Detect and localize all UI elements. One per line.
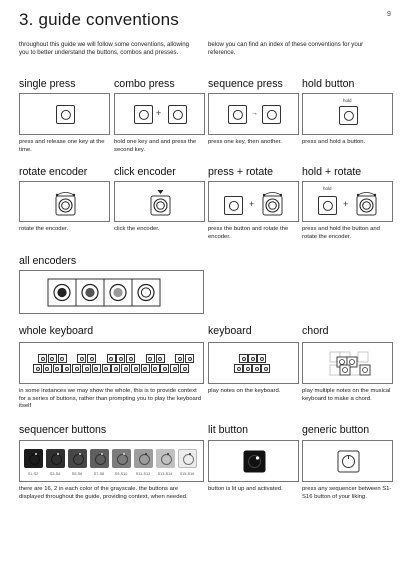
page-title: 3. guide conventions [19,10,179,29]
keyboard-key [87,354,96,363]
sequencer-buttons-caption: there are 16, 2 in each color of the grayscale. the buttons are displayed throughout the guide, providing context, when needed. [19,486,188,500]
rotate-encoder-icon [20,182,111,223]
hold-button-caption: press and hold a button. [302,139,366,145]
whole-keyboard-illustration [19,342,204,384]
generic-button-caption: press any sequencer between S1-S16 button of your liking. [302,486,392,500]
page-number: 9 [387,11,391,18]
hold-button-heading: hold button [302,78,355,90]
sequencer-key [90,449,109,468]
single-press-heading: single press [19,78,76,90]
plus-icon: + [343,199,349,209]
chord-illustration [302,342,393,384]
sequencer-key-label: S15-S16 [179,472,195,476]
keyboard-key [92,364,101,373]
all-encoders-heading: all encoders [19,255,77,267]
sequencer-key-dot [101,453,103,455]
keyboard-key [72,364,81,373]
lit-button-illustration [208,440,299,482]
sequencer-key [68,449,87,468]
combo-press-heading: combo press [114,78,175,90]
keyboard-key [38,354,47,363]
sequencer-key [178,449,197,468]
rotate-encoder-heading: rotate encoder [19,166,88,178]
keyboard-key [62,364,71,373]
sequencer-key [46,449,65,468]
intro-left: throughout this guide we will follow some conventions, allowing you to better understand the buttons, combos and presses. [19,41,190,57]
click-encoder-heading: click encoder [114,166,176,178]
plus-icon: + [156,108,162,118]
keyboard-key [82,364,91,373]
rotate-encoder-icon [303,182,394,223]
sequencer-key [24,449,43,468]
key-icon [134,105,153,124]
click-encoder-icon [115,182,206,223]
single-press-caption: press and release one key at the time. [19,139,105,153]
whole-keyboard-caption: in some instances we may show the whole, this is to provide context for a series of buttons, rather than prompting you to play the keyboard itself [19,388,202,410]
single-press-illustration [19,93,110,135]
click-encoder-illustration [114,181,205,222]
hold-label: hold [343,98,352,103]
keyboard-key [53,364,62,373]
arrow-right-icon: → [251,110,258,117]
click-encoder-caption: click the encoder. [114,226,160,232]
hold-rotate-heading: hold + rotate [302,166,362,178]
sequence-press-heading: sequence press [208,78,283,90]
sequencer-key-label: S9-S10 [114,472,128,476]
keyboard-key [43,364,52,373]
generic-button-icon [303,441,394,483]
all-encoders-illustration [19,270,204,314]
keyboard-key [261,364,270,373]
sequencer-key [134,449,153,468]
press-rotate-illustration [208,181,299,222]
sequencer-key-dot [123,453,125,455]
sequencer-key-dot [57,453,59,455]
keyboard-key [102,364,111,373]
keyboard-caption: play notes on the keyboard. [208,388,281,394]
keyboard-key [146,354,155,363]
keyboard-key [248,354,257,363]
keyboard-key [111,364,120,373]
keyboard-key [160,364,169,373]
keyboard-key [131,364,140,373]
keyboard-key [170,364,179,373]
hold-rotate-caption: press and hold the button and rotate the encoder. [302,226,380,240]
keyboard-key [107,354,116,363]
key-icon [56,105,75,124]
sequencer-key-dot [79,453,81,455]
keyboard-key [48,354,57,363]
sequencer-key-label: S1-S2 [27,472,39,476]
keyboard-key [175,354,184,363]
keyboard-key [252,364,261,373]
sequence-press-caption: press one key, then another. [208,139,282,145]
encoders-icon [20,271,205,315]
sequencer-key-dot [189,453,191,455]
sequencer-key-label: S13-S14 [157,472,173,476]
rotate-encoder-caption: rotate the encoder. [19,226,69,232]
keyboard-key [180,364,189,373]
sequencer-key-label: S7-S8 [93,472,105,476]
keyboard-key [121,364,130,373]
sequencer-key-label: S3-S4 [49,472,61,476]
keyboard-key [58,354,67,363]
sequencer-key-dot [167,453,169,455]
sequencer-key-dot [145,453,147,455]
whole-keyboard-heading: whole keyboard [19,325,94,337]
sequencer-key-label: S5-S6 [71,472,83,476]
sequencer-key [112,449,131,468]
keyboard-key [116,354,125,363]
sequencer-key-label: S11-S12 [135,472,151,476]
chord-heading: chord [302,325,329,337]
keyboard-key [234,364,243,373]
key-icon [168,105,187,124]
plus-icon: + [249,199,255,209]
rotate-encoder-illustration [19,181,110,222]
lit-button-icon [209,441,300,483]
chord-caption: play multiple notes on the musical keyboard to make a chord. [302,388,391,402]
intro-right: below you can find an index of these conventions for your reference. [208,41,364,57]
generic-button-illustration [302,440,393,482]
keyboard-key [141,364,150,373]
sequencer-buttons-heading: sequencer buttons [19,424,107,436]
chord-keys-icon [303,343,394,385]
rotate-encoder-icon [209,182,300,223]
keyboard-illustration [208,342,299,384]
keyboard-key [151,364,160,373]
sequencer-buttons-illustration [19,440,204,482]
lit-button-heading: lit button [208,424,249,436]
sequencer-key-dot [35,453,37,455]
keyboard-key [33,364,42,373]
keyboard-heading: keyboard [208,325,252,337]
keyboard-key [185,354,194,363]
keyboard-key [156,354,165,363]
press-rotate-caption: press the button and rotate the encoder. [208,226,289,240]
keyboard-key [243,364,252,373]
keyboard-key [126,354,135,363]
press-rotate-heading: press + rotate [208,166,274,178]
key-icon [228,105,247,124]
keyboard-key [239,354,248,363]
combo-press-illustration [114,93,205,135]
hold-label: hold [323,186,332,191]
sequence-press-illustration [208,93,299,135]
combo-press-caption: hold one key and and press the second key. [114,139,197,153]
keyboard-key [257,354,266,363]
hold-rotate-illustration [302,181,393,222]
generic-button-heading: generic button [302,424,370,436]
keyboard-key [77,354,86,363]
sequencer-key [156,449,175,468]
hold-button-illustration [302,93,393,135]
key-icon [262,105,281,124]
key-icon [339,106,358,125]
lit-button-caption: button is lit up and activated. [208,486,283,492]
